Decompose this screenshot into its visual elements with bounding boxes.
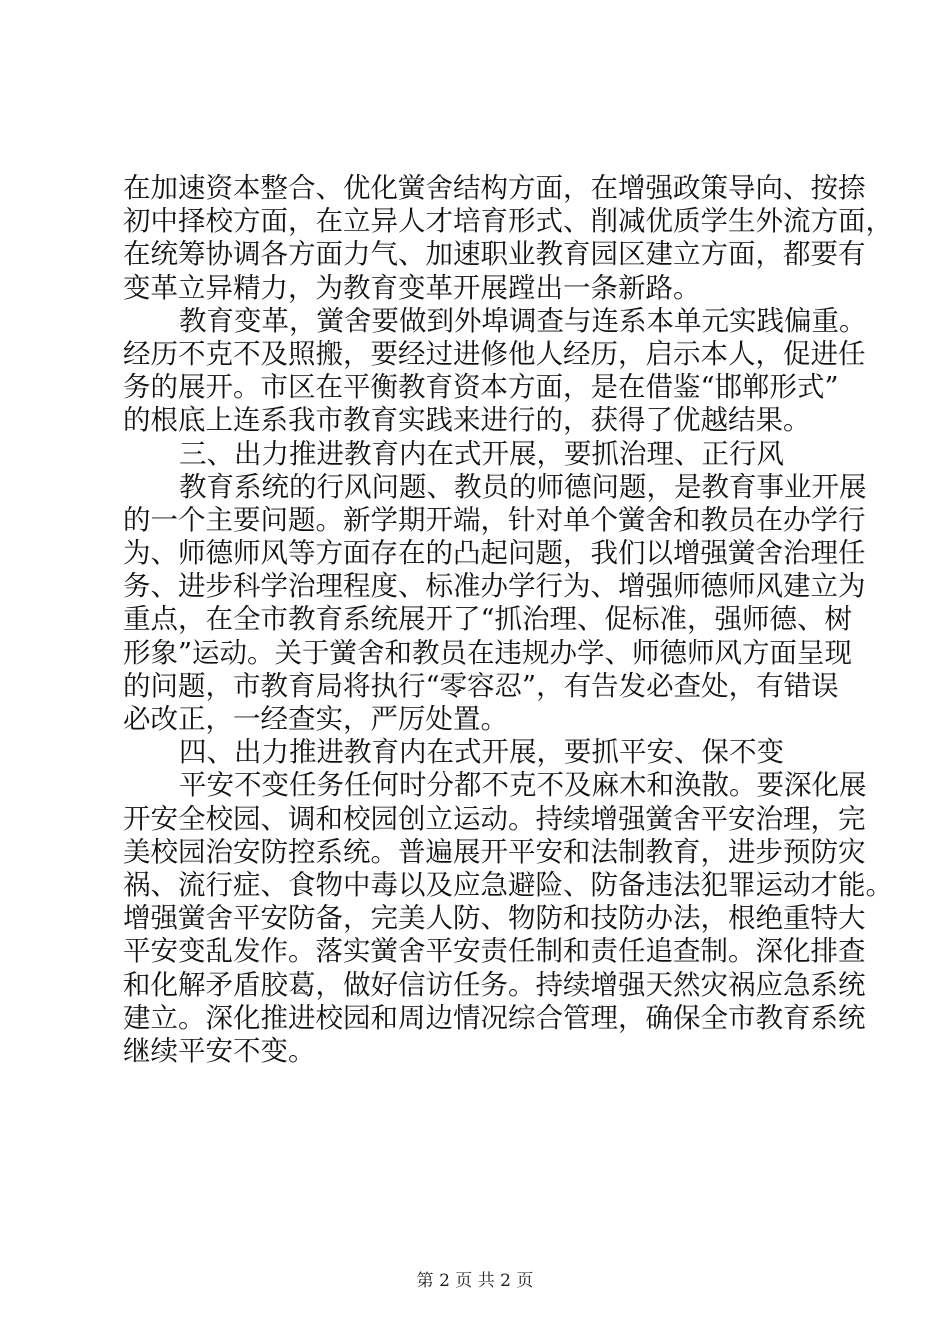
text-line: 美校园治安防控系统。普遍展开平安和法制教育，进步预防灾 <box>123 835 866 868</box>
text-line: 的一个主要问题。新学期开端，针对单个黉舍和教员在办学行 <box>123 503 866 536</box>
text-line: 三、出力推进教育内在式开展，要抓治理、正行风 <box>179 437 784 470</box>
text-line: 开安全校园、调和校园创立运动。持续增强黉舍平安治理，完 <box>123 802 866 835</box>
text-line: 形象”运动。关于黉舍和教员在违规办学、师德师风方面呈现 <box>123 636 853 669</box>
text-line: 初中择校方面，在立异人才培育形式、削减优质学生外流方面， <box>123 205 893 238</box>
text-line: 教育系统的行风问题、教员的师德问题，是教育事业开展 <box>179 470 867 503</box>
text-line: 的问题，市教育局将执行“零容忍”，有告发必查处，有错误 <box>123 669 839 702</box>
text-line: 变革立异精力，为教育变革开展蹚出一条新路。 <box>123 271 701 304</box>
text-line: 平安不变任务任何时分都不克不及麻木和涣散。要深化展 <box>179 769 867 802</box>
text-line: 教育变革，黉舍要做到外埠调查与连系本单元实践偏重。 <box>179 304 867 337</box>
text-line: 为、师德师风等方面存在的凸起问题，我们以增强黉舍治理任 <box>123 537 866 570</box>
text-line: 重点，在全市教育系统展开了“抓治理、促标准，强师德、树 <box>123 603 853 636</box>
text-line: 在加速资本整合、优化黉舍结构方面，在增强政策导向、按捺 <box>123 172 866 204</box>
text-line: 经历不克不及照搬，要经过进修他人经历，启示本人，促进任 <box>123 337 866 370</box>
text-line: 务的展开。市区在平衡教育资本方面，是在借鉴“邯郸形式” <box>123 371 839 404</box>
page-footer: 第 2 页 共 2 页 <box>416 1271 534 1291</box>
text-line: 务、进步科学治理程度、标准办学行为、增强师德师风建立为 <box>123 570 866 603</box>
document-body <box>123 172 893 1068</box>
text-line: 继续平安不变。 <box>123 1034 316 1067</box>
text-line: 的根底上连系我市教育实践来进行的，获得了优越结果。 <box>123 404 811 437</box>
text-line: 在统筹协调各方面力气、加速职业教育园区建立方面，都要有 <box>123 238 866 271</box>
text-line: 平安变乱发作。落实黉舍平安责任制和责任追查制。深化排查 <box>123 935 866 968</box>
text-line: 必改正，一经查实，严厉处置。 <box>123 703 508 735</box>
text-line: 建立。深化推进校园和周边情况综合管理，确保全市教育系统 <box>123 1001 866 1034</box>
text-line: 祸、流行症、食物中毒以及应急避险、防备违法犯罪运动才能。 <box>123 868 893 901</box>
text-line: 增强黉舍平安防备，完美人防、物防和技防办法，根绝重特大 <box>123 902 866 935</box>
text-line: 和化解矛盾胶葛，做好信访任务。持续增强天然灾祸应急系统 <box>123 968 866 1001</box>
text-line: 四、出力推进教育内在式开展，要抓平安、保不变 <box>179 736 784 769</box>
